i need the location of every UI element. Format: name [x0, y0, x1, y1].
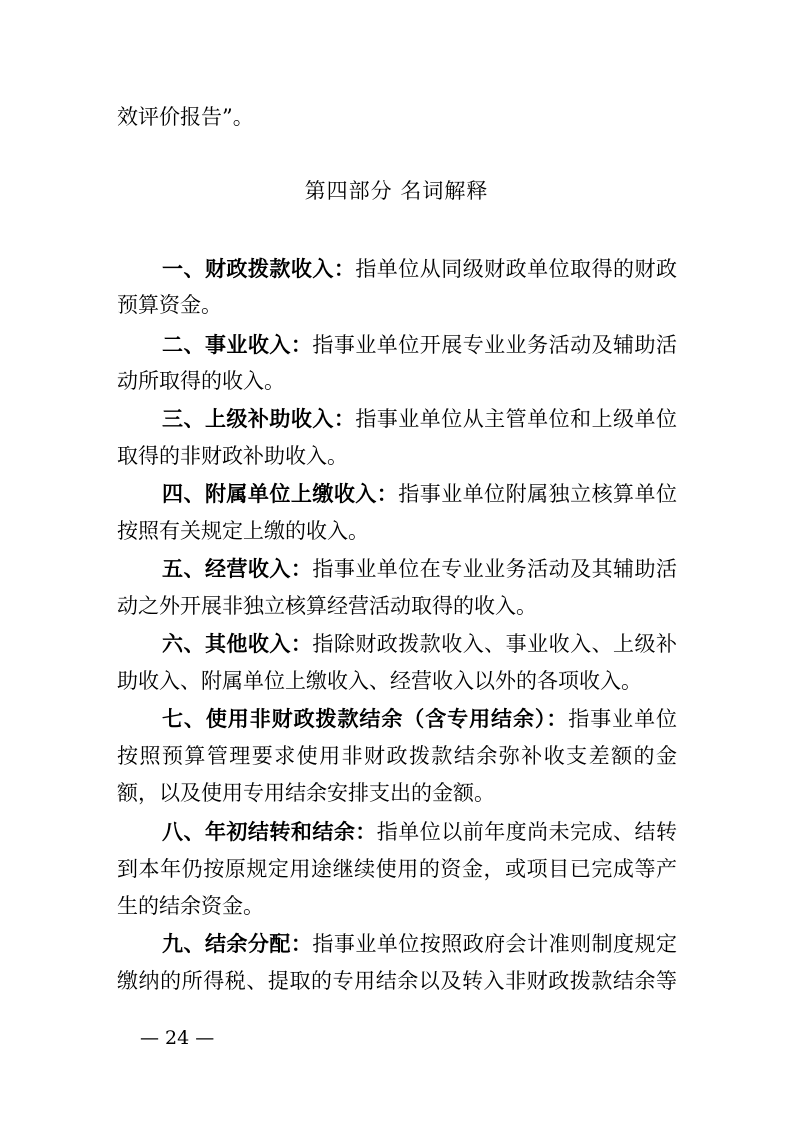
- definition-term: 一、财政拨款收入：: [162, 257, 356, 281]
- definition-3-line-1: [162, 404, 677, 434]
- definition-7-line-3: 额，以及使用专用结余安排支出的金额。: [117, 781, 495, 805]
- definition-text: 指单位从同级财政单位取得的财政: [355, 257, 678, 281]
- definition-term: 三、上级补助收入：: [162, 407, 356, 431]
- definition-1-line-2: 预算资金。: [117, 293, 222, 317]
- definition-7-line-1: [162, 704, 677, 734]
- definition-text: 指单位以前年度尚未完成、结转: [376, 820, 678, 844]
- definition-4-line-1: [162, 479, 677, 509]
- section-title: 第四部分 名词解释: [304, 179, 489, 203]
- definition-text: 指事业单位开展专业业务活动及辅助活: [312, 333, 678, 357]
- definition-3-line-2: 取得的非财政补助收入。: [117, 444, 348, 468]
- definition-7-line-2: 按照预算管理要求使用非财政拨款结余弥补收支差额的金: [117, 744, 677, 768]
- definition-4-line-2: 按照有关规定上缴的收入。: [117, 519, 369, 543]
- definition-1-line-1: [162, 254, 677, 284]
- definition-text: 指事业单位按照政府会计准则制度规定: [312, 932, 678, 956]
- definition-8-line-3: 生的结余资金。: [117, 894, 264, 918]
- definition-8-line-2: 到本年仍按原规定用途继续使用的资金，或项目已完成等产: [117, 857, 677, 881]
- definition-text: 指事业单位从主管单位和上级单位: [355, 407, 678, 431]
- definition-term: 七、使用非财政拨款结余（含专用结余）：: [162, 707, 569, 731]
- definition-6-line-2: 助收入、附属单位上缴收入、经营收入以外的各项收入。: [117, 669, 642, 693]
- definition-text: 指事业单位附属独立核算单位: [398, 482, 678, 506]
- definition-2-line-1: [162, 330, 677, 360]
- definition-term: 二、事业收入：: [162, 333, 313, 357]
- lead-in-text: 效评价报告”。: [117, 105, 254, 129]
- definition-2-line-2: 动所取得的收入。: [117, 369, 285, 393]
- definition-8-line-1: [162, 817, 677, 847]
- definition-5-line-1: [162, 554, 677, 584]
- definition-text: 指除财政拨款收入、事业收入、上级补: [312, 632, 678, 656]
- definition-term: 五、经营收入：: [162, 557, 313, 581]
- definition-text: 指事业单位在专业业务活动及其辅助活: [312, 557, 678, 581]
- definition-6-line-1: [162, 629, 677, 659]
- page-number: — 24 —: [140, 1027, 215, 1049]
- definition-9-line-2: 缴纳的所得税、提取的专用结余以及转入非财政拨款结余等: [117, 969, 677, 993]
- definition-text: 指事业单位: [568, 707, 678, 731]
- definition-term: 八、年初结转和结余：: [162, 820, 377, 844]
- definition-term: 六、其他收入：: [162, 632, 313, 656]
- definition-term: 四、附属单位上缴收入：: [162, 482, 399, 506]
- definition-5-line-2: 动之外开展非独立核算经营活动取得的收入。: [117, 594, 537, 618]
- definition-term: 九、结余分配：: [162, 932, 313, 956]
- definition-9-line-1: [162, 929, 677, 959]
